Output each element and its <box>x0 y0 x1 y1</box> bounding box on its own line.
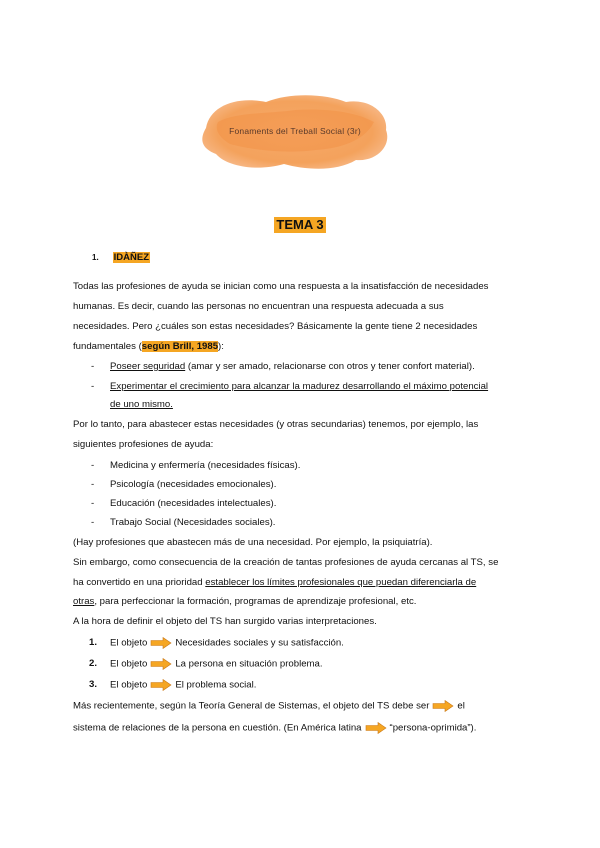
object-value: El problema social. <box>175 679 257 691</box>
right-arrow-icon <box>365 722 387 734</box>
dash-bullet: - <box>91 479 95 490</box>
intro-text: fundamentales ( <box>73 341 142 352</box>
section-heading <box>92 252 150 263</box>
paragraph-text: ha convertido en una prioridad <box>73 577 206 588</box>
paragraph-line: siguientes profesiones de ayuda: <box>73 439 214 450</box>
dash-bullet: - <box>91 498 95 509</box>
list-item <box>110 361 475 373</box>
list-number: 1. <box>89 637 98 648</box>
paragraph-text: “persona-oprimida”). <box>389 722 477 734</box>
dash-bullet: - <box>91 381 95 392</box>
paragraph-line: A la hora de definir el objeto del TS han surgido varias interpretaciones. <box>73 616 377 627</box>
paragraph-line: Sin embargo, como consecuencia de la creación de tantas profesiones de ayuda cercanas al TS, se <box>73 557 499 568</box>
intro-text: ): <box>218 341 224 352</box>
section-number: 1. <box>92 253 99 262</box>
underlined-text: establecer los límites profesionales que puedan diferenciarla de <box>205 577 477 588</box>
paragraph-line <box>73 700 528 713</box>
intro-line: necesidades. Pero ¿cuáles son estas necesidades? Básicamente la gente tiene 2 necesidades <box>73 321 478 332</box>
intro-line: humanas. Es decir, cuando las personas no encuentran una respuesta adecuada a sus <box>73 301 444 312</box>
list-item: Medicina y enfermería (necesidades físicas). <box>110 460 301 471</box>
list-text: (amar y ser amado, relacionarse con otros y tener confort material). <box>185 361 475 372</box>
list-number: 3. <box>89 679 98 690</box>
list-number: 2. <box>89 658 98 669</box>
list-item <box>110 637 344 650</box>
paragraph-line: (Hay profesiones que abastecen más de una necesidad. Por ejemplo, la psiquiatría). <box>73 537 433 548</box>
intro-line: Todas las profesiones de ayuda se inician como una respuesta a la insatisfacción de necesidades <box>73 281 489 292</box>
paragraph-text: Más recientemente, según la Teoría General de Sistemas, el objeto del TS debe ser <box>73 700 430 712</box>
dash-bullet: - <box>91 517 95 528</box>
object-value: Necesidades sociales y su satisfacción. <box>175 637 344 649</box>
intro-line <box>73 341 528 353</box>
dash-bullet: - <box>91 361 95 372</box>
object-value: La persona en situación problema. <box>175 658 323 670</box>
underlined-text: Poseer seguridad <box>110 361 186 372</box>
list-item: Educación (necesidades intelectuales). <box>110 498 277 509</box>
list-item <box>110 679 256 692</box>
right-arrow-icon <box>150 658 172 670</box>
right-arrow-icon <box>150 679 172 691</box>
object-label: El objeto <box>110 658 148 670</box>
object-label: El objeto <box>110 679 148 691</box>
paragraph-line <box>73 722 528 735</box>
banner-text: Fonaments del Treball Social (3r) <box>229 126 361 136</box>
object-label: El objeto <box>110 637 148 649</box>
list-item: Psicología (necesidades emocionales). <box>110 479 277 490</box>
list-item: Trabajo Social (Necesidades sociales). <box>110 517 276 528</box>
paragraph-line <box>73 577 528 589</box>
paragraph-line: Por lo tanto, para abastecer estas necesidades (y otras secundarias) tenemos, por ejemplo, las <box>73 419 479 430</box>
list-item: Experimentar el crecimiento para alcanzar la madurez desarrollando el máximo potencial <box>110 381 489 392</box>
section-label: IDÀÑEZ <box>113 252 150 263</box>
list-item <box>110 658 323 671</box>
page-title: TEMA 3 <box>276 217 324 232</box>
dash-bullet: - <box>91 460 95 471</box>
citation-highlight: según Brill, 1985 <box>141 341 219 352</box>
paragraph-text: , para perfeccionar la formación, programas de aprendizaje profesional, etc. <box>94 596 417 607</box>
right-arrow-icon <box>432 700 454 712</box>
watercolor-banner <box>196 88 394 176</box>
right-arrow-icon <box>150 637 172 649</box>
list-item: de uno mismo. <box>110 399 173 410</box>
paragraph-text: el <box>457 700 465 712</box>
underlined-text: otras <box>73 596 95 607</box>
paragraph-line <box>73 596 528 608</box>
paragraph-text: sistema de relaciones de la persona en cuestión. (En América latina <box>73 722 362 734</box>
